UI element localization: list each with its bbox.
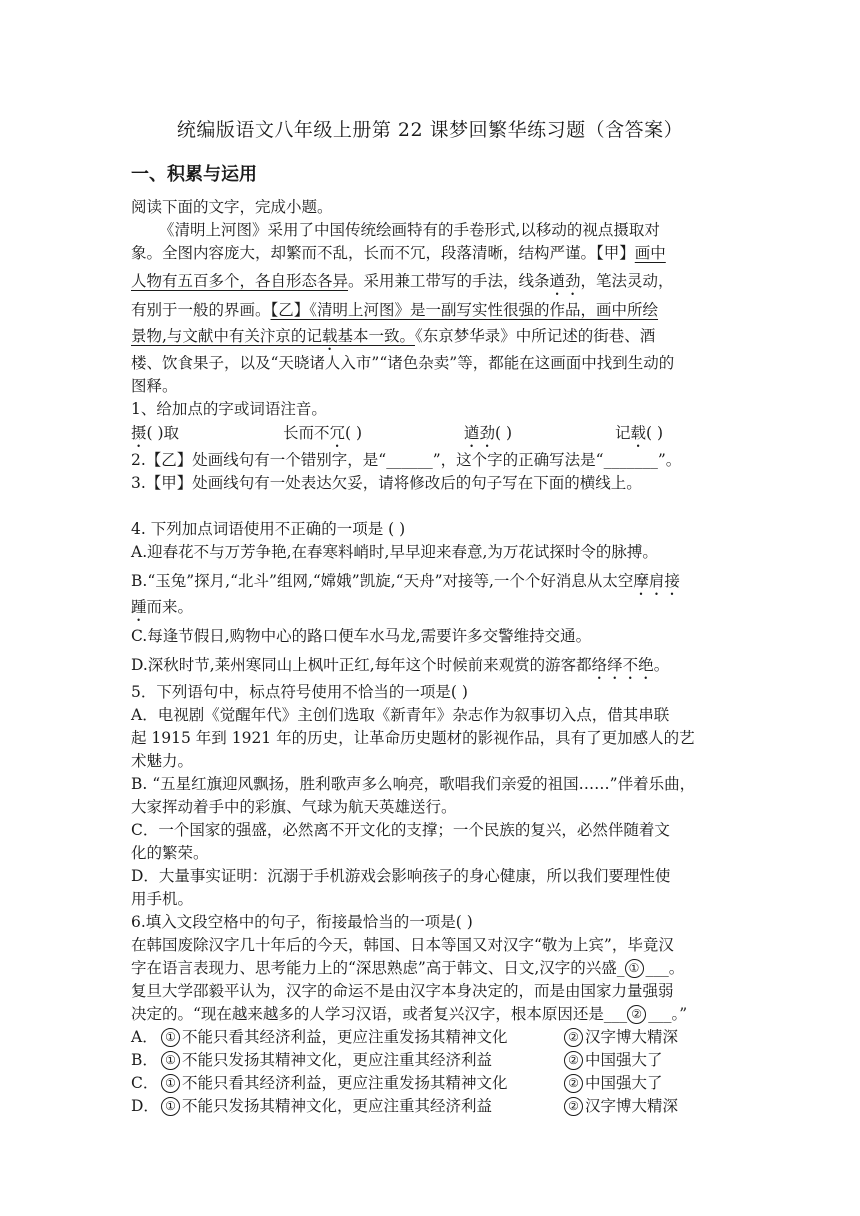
passage-line (131, 957, 684, 979)
option-b: 大家挥动着手中的彩旗、气球为航天英雄送行。 (131, 798, 457, 816)
option-d: D．大量事实证明：沉溺于手机游戏会影响孩子的身心健康，所以我们要理性使 (131, 867, 671, 885)
passage-line: 在韩国废除汉字几十年后的今天，韩国、日本等国又对汉字“敬为上宾”，毕竟汉 (131, 936, 674, 954)
option-text: 不能只发扬其精神文化，更应注重其经济利益 (182, 1051, 493, 1069)
option-text: 不能只看其经济利益，更应注重发扬其精神文化 (182, 1074, 508, 1092)
passage-line: 图释。 (131, 377, 178, 395)
passage-line (131, 1003, 687, 1025)
passage-text: 。采用兼工带写的手法，线条 (348, 272, 550, 290)
passage-text: ___。 (645, 959, 685, 977)
option-c: C.每逢节假日,购物中心的路口便车水马龙,需要许多交警维持交通。 (131, 627, 592, 645)
dotted-char: 遒劲 (464, 424, 496, 442)
option-text: B.“玉兔”探月,“北斗”组网,“嫦娥”凯旋,“天舟”对接等,一个个好消息从太空 (131, 572, 634, 590)
option-a: A.迎春花不与万芳争艳,在春寒料峭时,早早迎来春意,为万花试探时令的脉搏。 (131, 543, 658, 561)
answer-blank: ( ) (345, 424, 363, 442)
question-6: 6.填入文段空格中的句子，衔接最恰当的一项是( ) (131, 913, 473, 931)
option-label: C． (131, 1074, 159, 1092)
passage-line (131, 270, 674, 299)
pinyin-item (615, 422, 663, 451)
option-part-1 (161, 1095, 492, 1117)
underlined-sentence-yi: 景物,与文献中有关汴京的记 (131, 327, 322, 345)
option-label: A． (131, 1028, 158, 1046)
answer-blank: ( ) (495, 424, 513, 442)
option-c: 化的繁荣。 (131, 844, 209, 862)
option-b (131, 570, 680, 599)
passage-line (131, 325, 655, 354)
marker-1: ① (161, 1051, 180, 1070)
option-part-2 (564, 1095, 678, 1117)
question-5: 5．下列语句中，标点符号使用不恰当的一项是( ) (131, 683, 468, 701)
option-d (131, 654, 669, 683)
option-a: 起 1915 年到 1921 年的历史，让革命历史题材的影视作品，具有了更加感人的艺 (131, 729, 695, 747)
underlined-sentence-yi: 【乙】《清明上河图》是一副写实性很强的作品，画中所绘 (270, 301, 659, 319)
answer-blank: ( ) (646, 424, 664, 442)
question-2: 2.【乙】处画线句有一个错别字，是“______”，这个字的正确写法是“_______”。 (131, 451, 682, 469)
marker-2: ② (564, 1074, 583, 1093)
option-a: 术魅力。 (131, 752, 194, 770)
option-part-2 (564, 1026, 678, 1048)
option-part-1 (161, 1026, 508, 1048)
dotted-char: 冗 (329, 424, 346, 442)
section-heading: 一、积累与运用 (131, 164, 257, 185)
marker-2: ② (564, 1028, 583, 1047)
dotted-word: 载 (321, 327, 338, 345)
option-b: B. “五星红旗迎风飘扬，胜利歌声多么响亮，歌唱我们亲爱的祖国……”伴着乐曲， (131, 775, 696, 793)
option-text: 汉字博大精深 (585, 1028, 679, 1046)
reading-instruction: 阅读下面的文字，完成小题。 (131, 198, 333, 216)
option-text: 不能只看其经济利益，更应注重发扬其精神文化 (182, 1028, 508, 1046)
passage-text: ___。” (648, 1005, 688, 1023)
passage-text: 决定的。“现在越来越多的人学习汉语，或者复兴汉字，根本原因还是___ (131, 1005, 628, 1023)
dotted-word: 遒劲 (549, 272, 581, 290)
option-b (131, 596, 193, 625)
marker-1: ① (161, 1028, 180, 1047)
option-part-1 (161, 1049, 492, 1071)
answer-blank: ( )取 (146, 424, 180, 442)
dotted-char: 摄 (131, 424, 147, 442)
option-label: B． (131, 1051, 158, 1069)
passage-line: 复旦大学邵毅平认为，汉字的命运不是由汉字本身决定的，而是由国家力量强弱 (131, 982, 674, 1000)
question-1: 1、给加点的字或词语注音。 (131, 400, 327, 418)
passage-line (131, 242, 666, 264)
option-text: 不能只发扬其精神文化，更应注重其经济利益 (182, 1097, 493, 1115)
blank-marker-1: ① (625, 959, 644, 978)
pinyin-item (131, 422, 179, 451)
option-part-1 (161, 1072, 508, 1094)
marker-1: ① (161, 1097, 180, 1116)
item-text: 记 (615, 424, 631, 442)
item-text: 长而不 (283, 424, 330, 442)
option-text: 。 (653, 656, 670, 674)
option-part-2 (564, 1049, 663, 1071)
option-text: 中国强大了 (585, 1051, 663, 1069)
marker-2: ② (564, 1097, 583, 1116)
option-part-2 (564, 1072, 663, 1094)
pinyin-item (464, 422, 512, 451)
option-text: 而来。 (146, 598, 194, 616)
passage-line: 《清明上河图》采用了中国传统绘画特有的手卷形式,以移动的视点摄取对 (159, 221, 660, 239)
passage-text: 有别于一般的界画。 (131, 301, 271, 319)
option-text: 汉字博大精深 (585, 1097, 679, 1115)
underlined-sentence-jia: 画中 (634, 244, 666, 262)
document-title: 统编版语文八年级上册第 22 课梦回繁华练习题（含答案） (176, 119, 684, 141)
option-text: 中国强大了 (585, 1074, 663, 1092)
dotted-char: 载 (630, 424, 647, 442)
passage-text: ，笔法灵动， (580, 272, 674, 290)
option-text: D.深秋时节,莱州寒同山上枫叶正红,每年这个时候前来观赏的游客都 (131, 656, 592, 674)
marker-1: ① (161, 1074, 180, 1093)
marker-2: ② (564, 1051, 583, 1070)
option-d: 用手机。 (131, 890, 194, 908)
underlined-sentence-yi: 基本一致。 (337, 327, 415, 345)
passage-text: 字在语言表现力、思考能力上的“深思熟虑”高于韩文、日文,汉字的兴盛_ (131, 959, 625, 977)
pinyin-item (283, 422, 362, 451)
blank-marker-2: ② (627, 1005, 646, 1024)
passage-text: 《东京梦华录》中所记述的街巷、酒 (414, 327, 656, 345)
question-4: 4. 下列加点词语使用不正确的一项是 ( ) (131, 520, 406, 538)
underlined-sentence-jia: 人物有五百多个，各自形态各异 (131, 272, 349, 290)
dotted-word: 络绎不绝 (591, 656, 654, 674)
option-label: D． (131, 1097, 159, 1115)
question-3: 3.【甲】处画线句有一处表达欠妥，请将修改后的句子写在下面的横线上。 (131, 474, 642, 492)
passage-text: 象。全图内容庞大，却繁而不乱，长而不冗，段落清晰，结构严谨。【甲】 (131, 244, 635, 262)
dotted-word: 踵 (131, 598, 147, 616)
passage-line: 楼、饮食果子，以及“天晓诸人入市”“诸色杂卖”等，都能在这画面中找到生动的 (131, 354, 675, 372)
option-c: C．一个国家的强盛，必然离不开文化的支撑；一个民族的复兴，必然伴随着文 (131, 821, 670, 839)
option-a: A．电视剧《觉醒年代》主创们选取《新青年》杂志作为叙事切入点，借其串联 (131, 706, 670, 724)
dotted-word: 摩肩接 (633, 572, 680, 590)
passage-line (131, 299, 658, 321)
